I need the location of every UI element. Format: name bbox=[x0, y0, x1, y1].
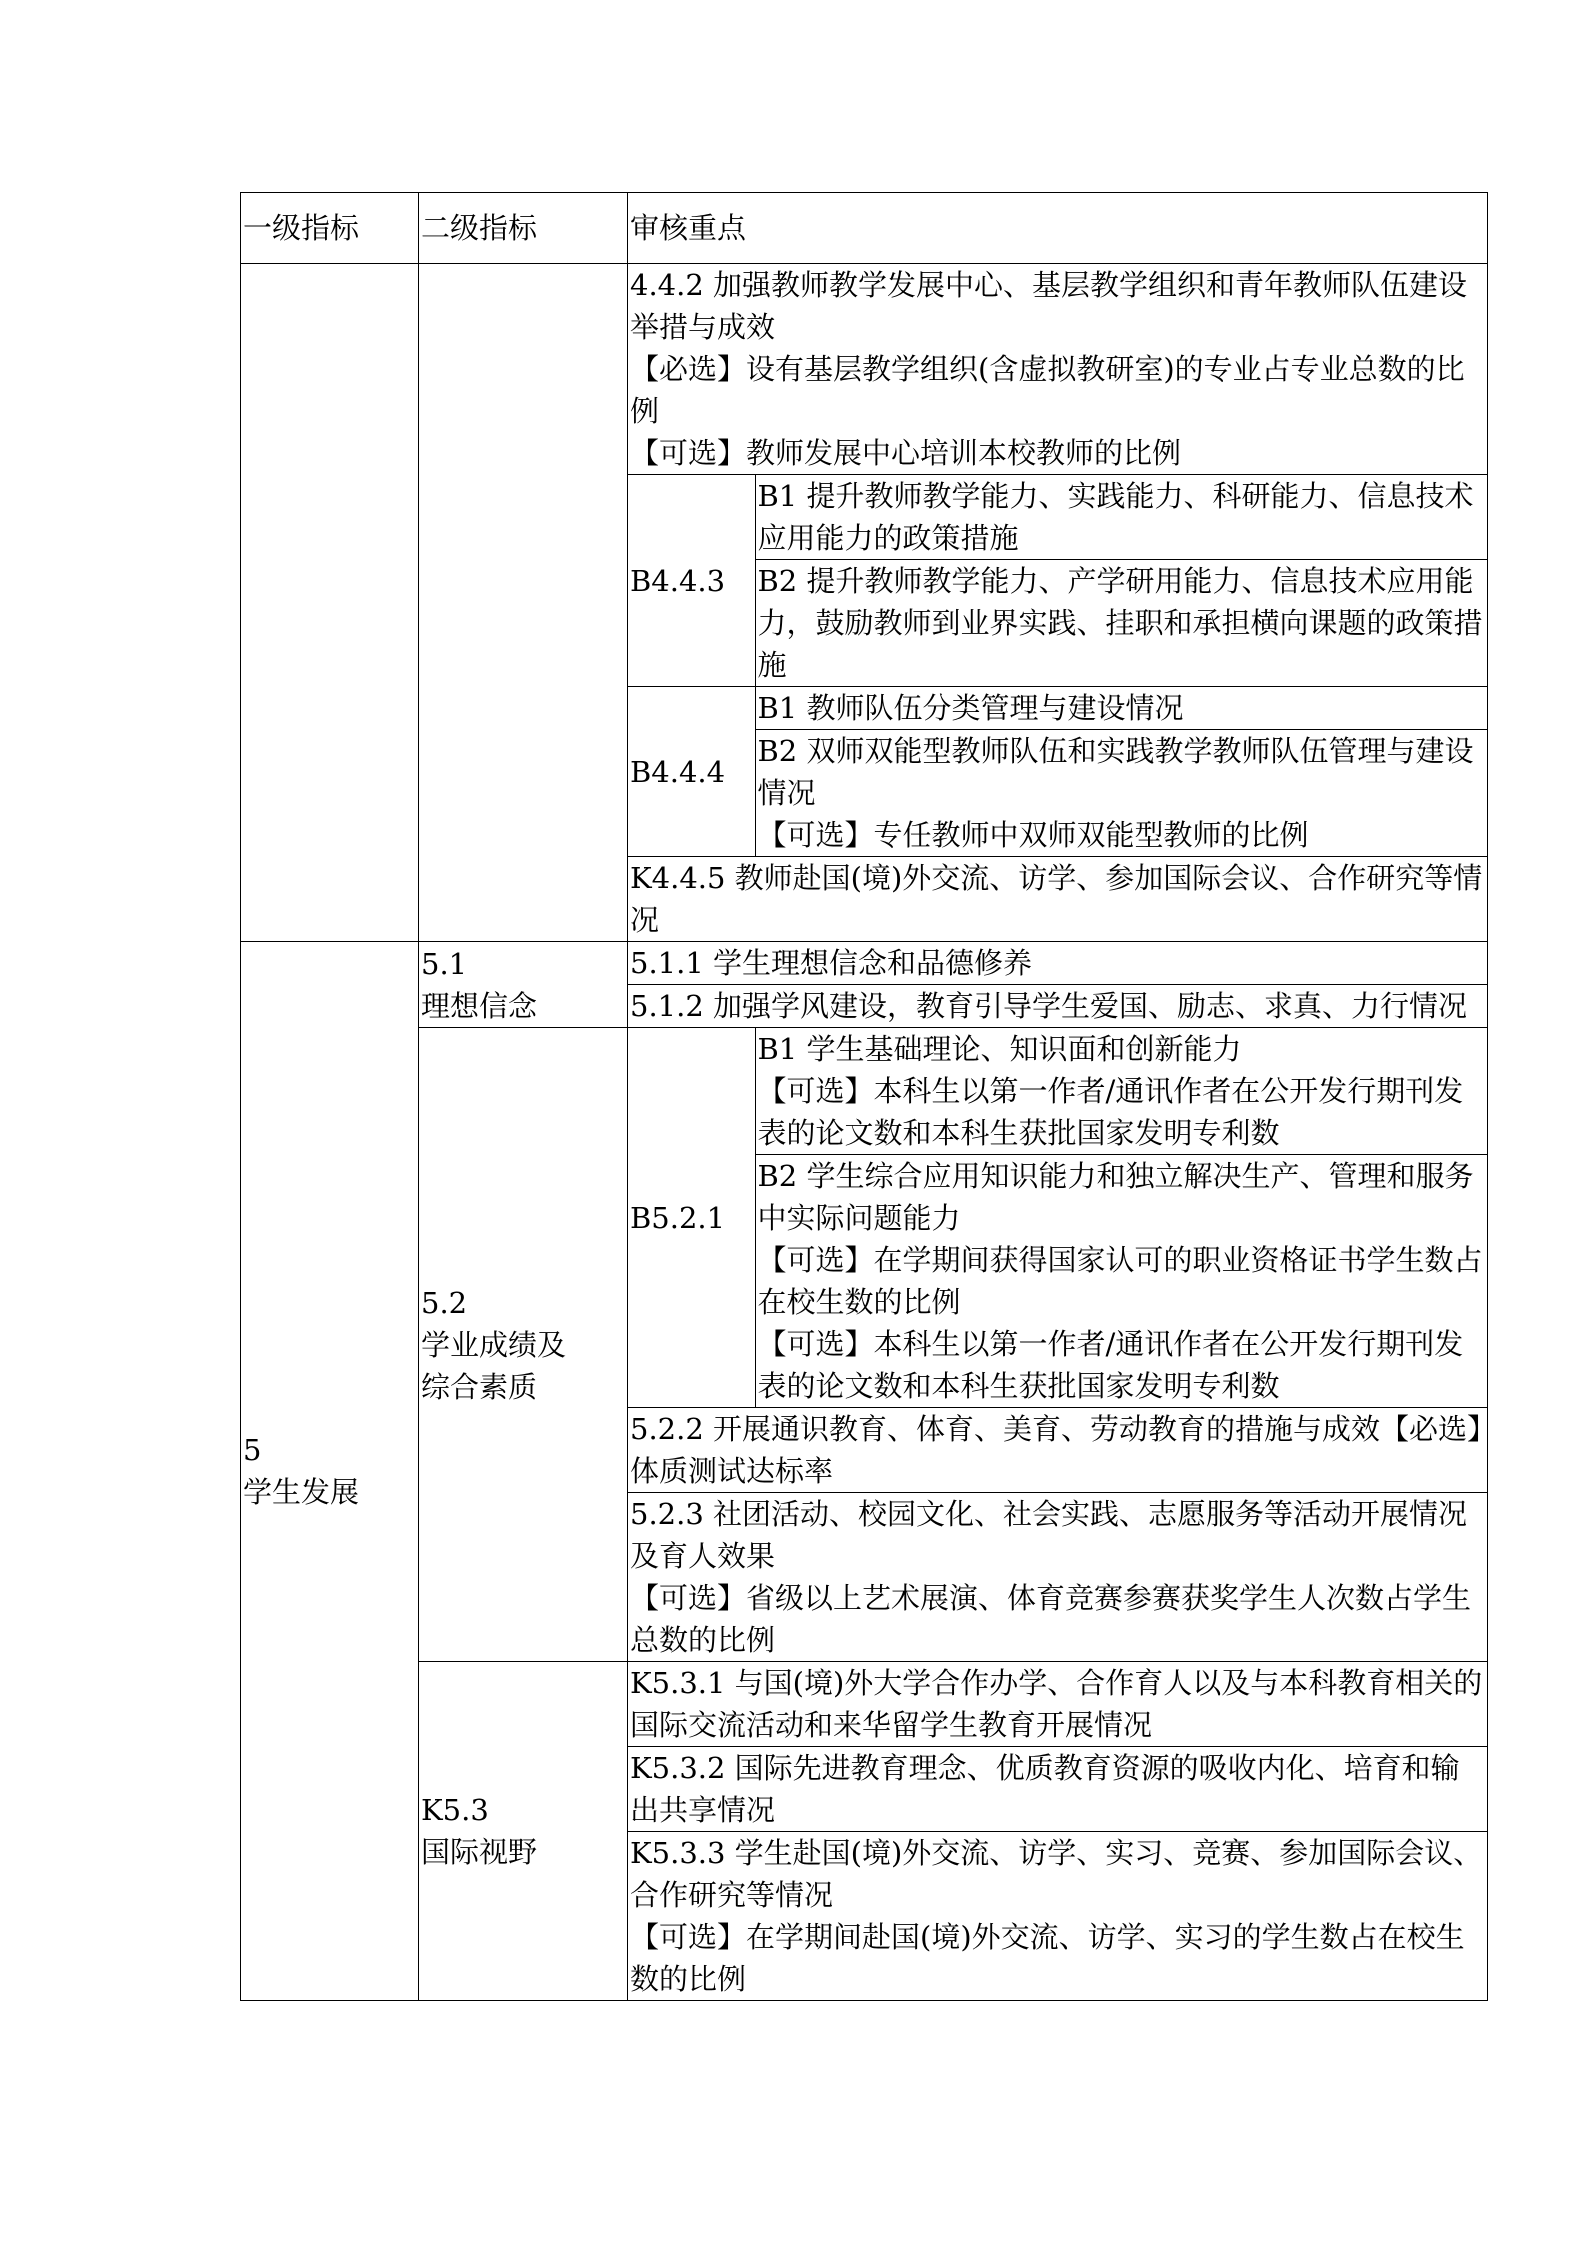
item-5-2-2-row bbox=[628, 1408, 1487, 1493]
b4-4-3-row-1 bbox=[628, 475, 1487, 560]
header-review-focus: 审核重点 bbox=[628, 193, 1488, 264]
b4-4-4-row-1 bbox=[628, 687, 1487, 730]
b5-2-1-b1-optional: 【可选】本科生以第一作者/通讯作者在公开发行期刊发表的论文数和本科生获批国家发明专利数 bbox=[757, 1074, 1464, 1150]
level1-cell-empty bbox=[241, 264, 419, 942]
header-level2: 二级指标 bbox=[419, 193, 628, 264]
table-row-k5-3 bbox=[241, 1662, 1488, 2001]
level2-5-2 bbox=[419, 1028, 628, 1662]
b4-4-3-row-2 bbox=[628, 560, 1487, 687]
table-header-row bbox=[241, 193, 1488, 264]
table-row-5-2 bbox=[241, 1028, 1488, 1662]
b5-2-1-b2-cell bbox=[755, 1155, 1487, 1408]
b5-2-1-b2-optional-2: 【可选】本科生以第一作者/通讯作者在公开发行期刊发表的论文数和本科生获批国家发明专利数 bbox=[757, 1327, 1464, 1403]
b4-4-3-b1: B1 提升教师教学能力、实践能力、科研能力、信息技术应用能力的政策措施 bbox=[755, 475, 1487, 560]
section-k5-3-subtable bbox=[628, 1662, 1487, 2000]
level2-5-1-number: 5.1 bbox=[421, 946, 468, 981]
b4-4-4-b2-cell bbox=[755, 730, 1487, 857]
level2-5-2-number: 5.2 bbox=[421, 1285, 468, 1320]
b5-2-1-row-1 bbox=[628, 1028, 1487, 1155]
b5-2-1-code: B5.2.1 bbox=[628, 1028, 755, 1408]
b5-2-1-row-2 bbox=[628, 1155, 1487, 1408]
k4-4-5: K4.4.5 教师赴国(境)外交流、访学、参加国际会议、合作研究等情况 bbox=[628, 857, 1487, 942]
level2-5-2-name-line2: 综合素质 bbox=[421, 1369, 538, 1404]
item-5-2-2: 5.2.2 开展通识教育、体育、美育、劳动教育的措施与成效【必选】体质测试达标率 bbox=[628, 1408, 1487, 1493]
level2-5-2-name-line1: 学业成绩及 bbox=[421, 1327, 567, 1362]
item-5-2-3: 5.2.3 社团活动、校园文化、社会实践、志愿服务等活动开展情况及育人效果 【可选】省级以上艺术展演、体育竞赛参赛获奖学生人次数占学生总数的比例 bbox=[628, 1493, 1487, 1662]
b5-2-1-b1: B1 学生基础理论、知识面和创新能力 bbox=[757, 1032, 1242, 1066]
b4-4-4-row-2 bbox=[628, 730, 1487, 857]
section5-2-subtable bbox=[628, 1028, 1487, 1661]
level2-5-1-name: 理想信念 bbox=[421, 988, 538, 1023]
level2-k5-3-number: K5.3 bbox=[421, 1793, 489, 1827]
level1-student-development bbox=[241, 942, 419, 2001]
k4-4-5-row bbox=[628, 857, 1487, 942]
item-k5-3-2: K5.3.2 国际先进教育理念、优质教育资源的吸收内化、培育和输出共享情况 bbox=[628, 1747, 1487, 1832]
item-5-1-1: 5.1.1 学生理想信念和品德修养 bbox=[628, 942, 1487, 985]
table-row-section4 bbox=[241, 264, 1488, 942]
level2-k5-3-name: 国际视野 bbox=[421, 1835, 538, 1869]
b4-4-4-b2: B2 双师双能型教师队伍和实践教学教师队伍管理与建设情况 bbox=[757, 734, 1474, 810]
header-level1: 一级指标 bbox=[241, 193, 419, 264]
b4-4-4-code: B4.4.4 bbox=[628, 687, 755, 857]
level1-number: 5 bbox=[243, 1433, 262, 1467]
item-5-1-2: 5.1.2 加强学风建设，教育引导学生爱国、励志、求真、力行情况 bbox=[628, 985, 1487, 1028]
section4-subtable bbox=[628, 264, 1487, 941]
review-cell-5-2 bbox=[628, 1028, 1488, 1662]
level1-name: 学生发展 bbox=[243, 1475, 360, 1509]
item-5-2-3-row bbox=[628, 1493, 1487, 1662]
item-k5-3-3: K5.3.3 学生赴国(境)外交流、访学、实习、竞赛、参加国际会议、合作研究等情况 【可选】在学期间赴国(境)外交流、访学、实习的学生数占在校生数的比例 bbox=[628, 1832, 1487, 2001]
b5-2-1-b1-cell bbox=[755, 1028, 1487, 1155]
item-k5-3-1: K5.3.1 与国(境)外大学合作办学、合作育人以及与本科教育相关的国际交流活动和来华留学生教育开展情况 bbox=[628, 1662, 1487, 1747]
item-4-4-2-row bbox=[628, 264, 1487, 475]
b4-4-3-b2: B2 提升教师教学能力、产学研用能力、信息技术应用能力，鼓励教师到业界实践、挂职和承担横向课题的政策措施 bbox=[755, 560, 1487, 687]
item-4-4-2: 4.4.2 加强教师教学发展中心、基层教学组织和青年教师队伍建设举措与成效 【必选】设有基层教学组织(含虚拟教研室)的专业占专业总数的比例 【可选】教师发展中心培训本校教师的比例 bbox=[628, 264, 1487, 475]
b4-4-4-b2-optional: 【可选】专任教师中双师双能型教师的比例 bbox=[757, 818, 1309, 852]
indicator-table bbox=[240, 192, 1488, 2001]
b4-4-3-code: B4.4.3 bbox=[628, 475, 755, 687]
level2-k5-3 bbox=[419, 1662, 628, 2001]
b5-2-1-b2: B2 学生综合应用知识能力和独立解决生产、管理和服务中实际问题能力 bbox=[757, 1159, 1474, 1235]
b5-2-1-b2-optional-1: 【可选】在学期间获得国家认可的职业资格证书学生数占在校生数的比例 bbox=[757, 1243, 1483, 1319]
review-cell-section4 bbox=[628, 264, 1488, 942]
table-row-5-1 bbox=[241, 942, 1488, 1028]
review-cell-5-1 bbox=[628, 942, 1488, 1028]
review-cell-k5-3 bbox=[628, 1662, 1488, 2001]
section5-1-subtable bbox=[628, 942, 1487, 1027]
level2-cell-empty bbox=[419, 264, 628, 942]
b4-4-4-b1: B1 教师队伍分类管理与建设情况 bbox=[755, 687, 1487, 730]
level2-5-1 bbox=[419, 942, 628, 1028]
